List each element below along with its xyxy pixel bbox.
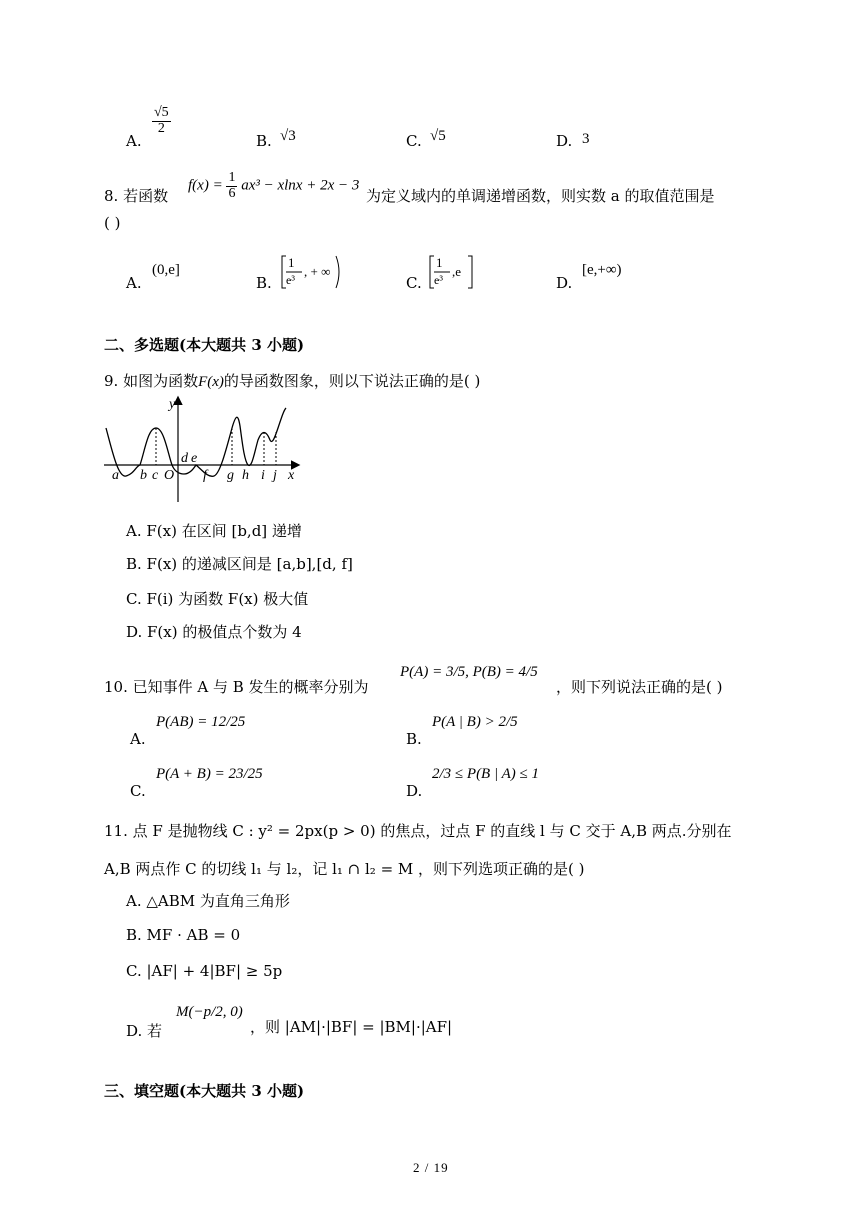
- q9-stem-suffix: 的导函数图象，则以下说法正确的是( ): [223, 372, 481, 390]
- svg-text:e³: e³: [434, 273, 443, 287]
- q8-frac-den: 6: [228, 185, 236, 201]
- q7-option-a-label: A.: [126, 132, 142, 150]
- q11-option-d-point: M(−p/2, 0): [176, 1004, 243, 1020]
- graph-label-c: c: [152, 468, 159, 483]
- q10-option-a-label: A.: [130, 730, 146, 748]
- q8-option-c-formula: [428, 252, 476, 292]
- q8-frac-num: 1: [228, 170, 236, 185]
- q7-a-denominator: 2: [157, 120, 165, 136]
- q9-option-c: C. F(i) 为函数 F(x) 极大值: [126, 590, 309, 608]
- q11-option-d-suffix: ，则 |AM|·|BF| = |BM|·|AF|: [250, 1018, 453, 1036]
- graph-label-o: O: [164, 468, 175, 483]
- q9-stem: [104, 370, 480, 391]
- q7-option-c-label: C.: [406, 132, 422, 150]
- q9-derivative-graph: [100, 392, 310, 508]
- q11-option-c: C. |AF| + 4|BF| ≥ 5p: [126, 962, 283, 980]
- section-3-heading: 三、填空题(本大题共 3 小题): [104, 1082, 305, 1100]
- q8-option-b-value: [280, 252, 344, 297]
- q9-stem-func: F(x): [198, 374, 224, 390]
- graph-label-x: x: [288, 468, 295, 483]
- q11-stem-line2: A,B 两点作 C 的切线 l₁ 与 l₂，记 l₁ ∩ l₂ = M ，则下列选项正确的是( ): [104, 860, 585, 878]
- q9-option-b: B. F(x) 的递减区间是 [a,b],[d, f]: [126, 555, 353, 573]
- q10-stem-prefix: 10. 已知事件 A 与 B 发生的概率分别为: [104, 678, 369, 696]
- q8-option-d-value: [e,+∞): [582, 262, 622, 278]
- graph-label-d: d: [181, 451, 188, 466]
- graph-label-b: b: [140, 468, 147, 483]
- derivative-curve: [106, 408, 286, 476]
- q8-option-a-label: A.: [126, 274, 142, 292]
- q8-answer-paren: ( ): [104, 214, 121, 232]
- graph-label-y: y: [169, 397, 176, 412]
- q8-option-a-value: (0,e]: [152, 262, 180, 278]
- q10-option-d-value: 2/3 ≤ P(B | A) ≤ 1: [432, 766, 539, 782]
- section-2-heading: 二、多选题(本大题共 3 小题): [104, 336, 305, 354]
- q11-option-d-prefix: D. 若: [126, 1022, 163, 1040]
- q8-prefix: 8. 若函数: [104, 187, 169, 205]
- q7-option-b-label: B.: [256, 132, 272, 150]
- q9-stem-prefix: 9. 如图为函数: [104, 372, 199, 390]
- q10-stem-suffix: ，则下列说法正确的是( ): [556, 678, 723, 696]
- graph-label-g: g: [227, 468, 234, 483]
- q8-formula-rhs: ax³ − xlnx + 2x − 3: [241, 177, 360, 194]
- svg-text:e³: e³: [286, 273, 295, 287]
- svg-text:,e: ,e: [452, 264, 462, 279]
- q8-option-b-formula: [280, 252, 344, 292]
- q10-option-c-label: C.: [130, 782, 146, 800]
- q8-formula-lhs: f(x) =: [188, 177, 223, 194]
- q10-option-c-value: P(A + B) = 23/25: [156, 766, 263, 782]
- graph-label-a: a: [112, 468, 119, 483]
- q10-option-b-label: B.: [406, 730, 422, 748]
- graph-label-j: j: [273, 468, 277, 483]
- svg-text:1: 1: [288, 255, 295, 270]
- q8-option-c-value: [428, 252, 476, 297]
- q10-stem-formula: P(A) = 3/5, P(B) = 4/5: [400, 664, 538, 680]
- graph-label-i: i: [261, 468, 265, 483]
- q8-option-b-label: B.: [256, 274, 272, 292]
- q9-option-d: D. F(x) 的极值点个数为 4: [126, 623, 302, 641]
- q8-option-c-label: C.: [406, 274, 422, 292]
- q10-option-a-value: P(AB) = 12/25: [156, 714, 246, 730]
- q8-suffix: 为定义域内的单调递增函数，则实数 a 的取值范围是: [366, 187, 715, 205]
- page-number: 2 / 19: [413, 1160, 449, 1175]
- svg-text:, + ∞: , + ∞: [304, 264, 331, 279]
- q11-stem-line1: 11. 点 F 是抛物线 C : y² = 2px(p > 0) 的焦点，过点 F 的直线 l 与 C 交于 A,B 两点.分别在: [104, 822, 732, 840]
- q10-option-b-value: P(A | B) > 2/5: [432, 714, 518, 730]
- q7-option-c-value: √5: [430, 128, 446, 144]
- q7-option-d-value: 3: [582, 131, 590, 147]
- q9-option-a: A. F(x) 在区间 [b,d] 递增: [126, 522, 302, 540]
- q8-option-d-label: D.: [556, 274, 573, 292]
- graph-label-h: h: [242, 468, 249, 483]
- q7-a-numerator: √5: [154, 105, 169, 120]
- graph-label-e: e: [191, 451, 198, 466]
- q11-option-a: A. △ABM 为直角三角形: [126, 892, 290, 910]
- q11-option-b: B. MF · AB = 0: [126, 926, 241, 944]
- q7-option-b-value: √3: [280, 128, 296, 144]
- q10-option-d-label: D.: [406, 782, 423, 800]
- q7-option-a-value: [152, 106, 171, 136]
- q8-formula: [188, 171, 359, 201]
- graph-label-f: f: [203, 468, 207, 483]
- svg-text:1: 1: [436, 255, 443, 270]
- q7-option-d-label: D.: [556, 132, 573, 150]
